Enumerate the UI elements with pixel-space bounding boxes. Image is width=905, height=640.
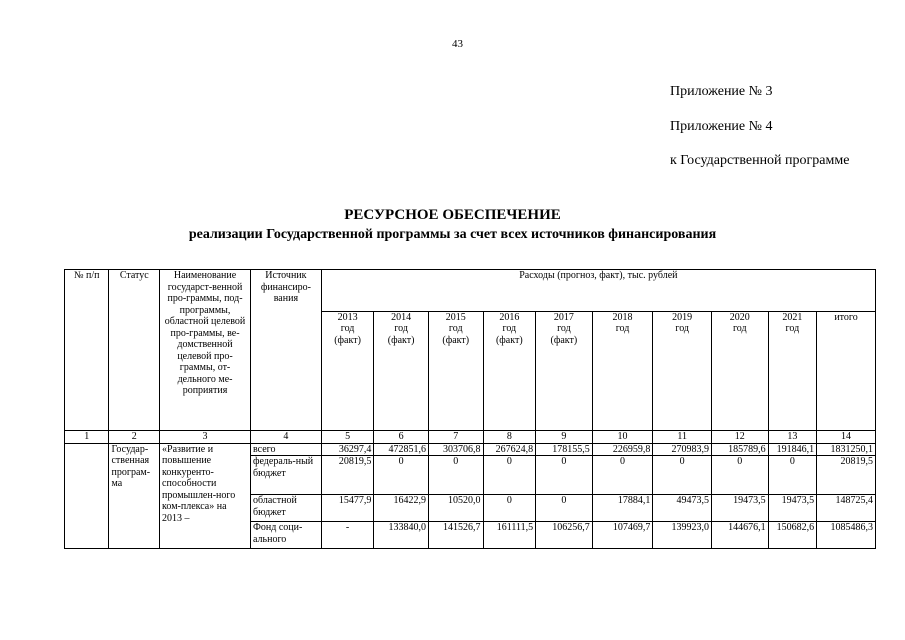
document-subtitle: реализации Государственной программы за счет всех источников финансирования xyxy=(188,227,717,242)
value-cell: 0 xyxy=(483,456,536,495)
value-cell: 303706,8 xyxy=(428,443,483,456)
header-year: 2013 год (факт) xyxy=(321,311,374,430)
value-cell: 141526,7 xyxy=(428,522,483,549)
header-expenses: Расходы (прогноз, факт), тыс. рублей xyxy=(321,270,875,312)
header-row-1 xyxy=(65,270,876,312)
header-year: 2016 год (факт) xyxy=(483,311,536,430)
source-cell: Фонд соци-ального xyxy=(251,522,322,549)
value-cell: 0 xyxy=(428,456,483,495)
header-status: Статус xyxy=(109,270,160,431)
program-name-cell: «Развитие и повышение конкуренто-способности промышлен-ного ком-плекса» на 2013 – xyxy=(160,443,251,549)
value-cell: 17884,1 xyxy=(592,495,653,522)
header-year: 2018 год xyxy=(592,311,653,430)
row-num-cell xyxy=(65,443,109,549)
value-cell: 0 xyxy=(768,456,817,495)
header-year: 2020 год xyxy=(711,311,768,430)
value-cell: 226959,8 xyxy=(592,443,653,456)
column-number: 8 xyxy=(483,431,536,444)
header-num: № п/п xyxy=(65,270,109,431)
column-number: 5 xyxy=(321,431,374,444)
value-cell: 0 xyxy=(592,456,653,495)
source-cell: всего xyxy=(251,443,322,456)
value-cell: 0 xyxy=(536,495,593,522)
column-number: 1 xyxy=(65,431,109,444)
value-cell: 133840,0 xyxy=(374,522,429,549)
value-cell: 107469,7 xyxy=(592,522,653,549)
appendix-line-1: Приложение № 3 xyxy=(670,84,773,99)
column-number: 14 xyxy=(817,431,876,444)
value-cell: 178155,5 xyxy=(536,443,593,456)
value-cell: 19473,5 xyxy=(768,495,817,522)
value-cell: 1831250,1 xyxy=(817,443,876,456)
header-year: 2019 год xyxy=(653,311,712,430)
status-cell: Государ-ственная програм-ма xyxy=(109,443,160,549)
value-cell: 191846,1 xyxy=(768,443,817,456)
value-cell: 161111,5 xyxy=(483,522,536,549)
value-cell: 148725,4 xyxy=(817,495,876,522)
value-cell: 10520,0 xyxy=(428,495,483,522)
header-year: 2014 год (факт) xyxy=(374,311,429,430)
appendix-line-2: Приложение № 4 xyxy=(670,119,773,134)
value-cell: 0 xyxy=(374,456,429,495)
header-name: Наименование государст-венной про-граммы, под-программы, областной целевой про-граммы, ве-домственной целевой про-граммы, от-дельного ме-роприятия xyxy=(160,270,251,431)
column-number: 11 xyxy=(653,431,712,444)
value-cell: 106256,7 xyxy=(536,522,593,549)
column-number: 7 xyxy=(428,431,483,444)
table-row xyxy=(65,443,876,456)
value-cell: 19473,5 xyxy=(711,495,768,522)
value-cell: - xyxy=(321,522,374,549)
header-source: Источник финансиро-вания xyxy=(251,270,322,431)
header-year: 2017 год (факт) xyxy=(536,311,593,430)
value-cell: 150682,6 xyxy=(768,522,817,549)
value-cell: 0 xyxy=(653,456,712,495)
value-cell: 36297,4 xyxy=(321,443,374,456)
column-number: 12 xyxy=(711,431,768,444)
column-number: 10 xyxy=(592,431,653,444)
value-cell: 1085486,3 xyxy=(817,522,876,549)
value-cell: 267624,8 xyxy=(483,443,536,456)
header-total: итого xyxy=(817,311,876,430)
value-cell: 0 xyxy=(536,456,593,495)
column-number: 13 xyxy=(768,431,817,444)
source-cell: федераль-ный бюджет xyxy=(251,456,322,495)
value-cell: 144676,1 xyxy=(711,522,768,549)
appendix-line-3: к Государственной программе xyxy=(670,153,850,168)
resource-table xyxy=(64,269,876,549)
column-number: 3 xyxy=(160,431,251,444)
header-year: 2015 год (факт) xyxy=(428,311,483,430)
page-number: 43 xyxy=(452,38,463,50)
column-number: 4 xyxy=(251,431,322,444)
value-cell: 16422,9 xyxy=(374,495,429,522)
source-cell: областной бюджет xyxy=(251,495,322,522)
column-number: 9 xyxy=(536,431,593,444)
value-cell: 472851,6 xyxy=(374,443,429,456)
value-cell: 0 xyxy=(711,456,768,495)
value-cell: 15477,9 xyxy=(321,495,374,522)
header-year: 2021 год xyxy=(768,311,817,430)
value-cell: 20819,5 xyxy=(817,456,876,495)
value-cell: 49473,5 xyxy=(653,495,712,522)
column-number: 6 xyxy=(374,431,429,444)
column-number-row xyxy=(65,431,876,444)
value-cell: 0 xyxy=(483,495,536,522)
document-title: РЕСУРСНОЕ ОБЕСПЕЧЕНИЕ xyxy=(344,207,561,223)
value-cell: 185789,6 xyxy=(711,443,768,456)
column-number: 2 xyxy=(109,431,160,444)
value-cell: 139923,0 xyxy=(653,522,712,549)
value-cell: 270983,9 xyxy=(653,443,712,456)
value-cell: 20819,5 xyxy=(321,456,374,495)
